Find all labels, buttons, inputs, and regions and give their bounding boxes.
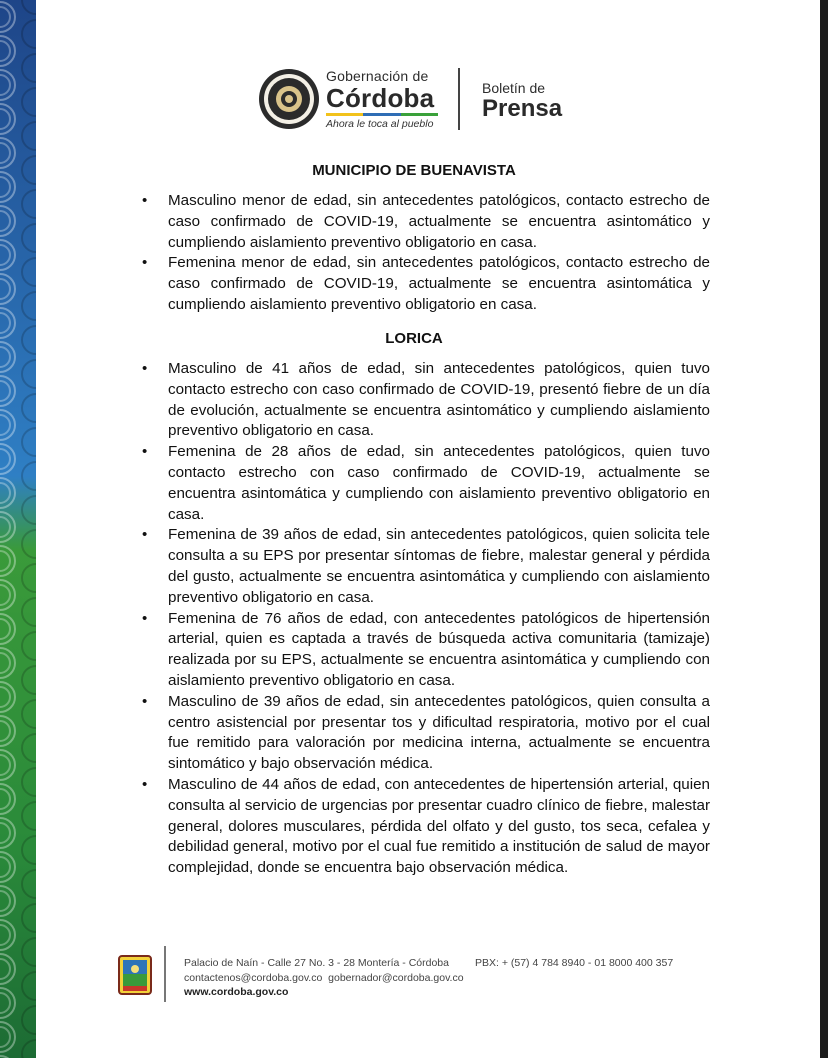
bulletin-subtitle: Boletín de [482, 80, 546, 96]
government-seal-icon [258, 68, 320, 130]
case-text: Masculino de 41 años de edad, sin antecedentes patológicos, quien tuvo contacto estrecho con caso confirmado de COVID-19, presentó fiebre de un día de evolución, actualmente se encuentra asintomático y cumpliendo aislamiento preventivo obligatorio en casa. [168, 360, 710, 440]
bulletin-label [482, 80, 562, 122]
government-brand [326, 68, 446, 130]
footer-email-governor[interactable]: gobernador@cordoba.gov.co [328, 971, 464, 984]
bullet-icon: • [142, 443, 148, 461]
list-item [140, 609, 710, 692]
bulletin-title: Prensa [482, 95, 563, 122]
list-item [140, 775, 710, 879]
case-text: Femenina de 39 años de edad, sin antecedentes patológicos, quien solicita tele consulta a su EPS por presentar síntomas de fiebre, malestar general y pérdida del gusto, actualmente se encuentra asintomática y cumpliendo con aislamiento preventivo obligatorio en casa. [168, 526, 710, 606]
brand-tagline: Ahora le toca al pueblo [326, 118, 434, 130]
bullet-icon: • [142, 775, 148, 793]
case-list-buenavista [140, 191, 710, 316]
brand-title: Córdoba [326, 83, 435, 113]
case-text: Masculino menor de edad, sin antecedentes patológicos, contacto estrecho de caso confirmado de COVID-19, actualmente se encuentra asintomático y cumpliendo aislamiento preventivo obligatorio en casa. [168, 192, 710, 251]
case-text: Femenina de 28 años de edad, sin antecedentes patológicos, quien tuvo contacto estrecho con caso confirmado de COVID-19, actualmente se encuentra asintomática y cumpliendo con aislamiento preventivo obligatorio en casa. [168, 443, 710, 523]
coat-of-arms-icon [118, 954, 152, 998]
footer-email-contact[interactable]: contactenos@cordoba.gov.co [184, 971, 323, 984]
bullet-icon: • [142, 692, 148, 710]
list-item [140, 442, 710, 525]
page-footer [118, 946, 738, 1010]
page-header [258, 66, 578, 132]
header-divider [458, 68, 460, 130]
case-text: Masculino de 39 años de edad, sin antecedentes patológicos, quien consulta a centro asistencial por presentar tos y dificultad respiratoria, motivo por el cual fue remitido para valoración por medicina interna, actualmente se encuentra sintomático y bajo observación médica. [168, 692, 710, 773]
footer-divider [164, 946, 166, 1002]
footer-contact [184, 956, 673, 1000]
section-title-lorica: LORICA [385, 330, 443, 347]
case-text: Femenina de 76 años de edad, con antecedentes patológicos de hipertensión arterial, quien es captada a través de búsqueda activa comunitaria (tamizaje) realizada por su EPS, actualmente se encuentra asintomática y cumpliendo con aislamiento preventivo obligatorio en casa. [168, 609, 710, 689]
section-title-buenavista: MUNICIPIO DE BUENAVISTA [312, 162, 516, 179]
list-item [140, 253, 710, 315]
footer-address: Palacio de Naín - Calle 27 No. 3 - 28 Montería - Córdoba [184, 957, 449, 969]
brand-subtitle: Gobernación de [326, 68, 429, 84]
footer-website[interactable]: www.cordoba.gov.co [184, 986, 289, 998]
footer-phone: PBX: + (57) 4 784 8940 - 01 8000 400 357 [474, 957, 674, 969]
case-text: Masculino de 44 años de edad, con antecedentes de hipertensión arterial, quien consulta al servicio de urgencias por presentar cuadro clínico de fiebre, malestar general, dolores musculares, pérdida del olfato y del gusto, tos seca, cefalea y debilidad general, motivo por el cual fue remitido a institución de salud de mayor complejidad, donde se encuentra bajo observación médica. [168, 775, 710, 877]
decorative-side-band [0, 0, 36, 1058]
bullet-icon: • [142, 254, 148, 272]
case-list-lorica [140, 359, 710, 879]
bullet-icon: • [142, 192, 148, 209]
list-item [140, 692, 710, 775]
bullet-icon: • [142, 609, 148, 627]
bullet-icon: • [142, 360, 148, 377]
list-item [140, 359, 710, 442]
brand-color-stripe [326, 113, 438, 116]
bullet-icon: • [142, 526, 148, 544]
list-item [140, 525, 710, 608]
case-text: Femenina menor de edad, sin antecedentes patológicos, contacto estrecho de caso confirmado de COVID-19, actualmente se encuentra asintomática y cumpliendo aislamiento preventivo obligatorio en casa. [168, 254, 710, 313]
scan-edge [820, 0, 828, 1058]
list-item [140, 191, 710, 253]
